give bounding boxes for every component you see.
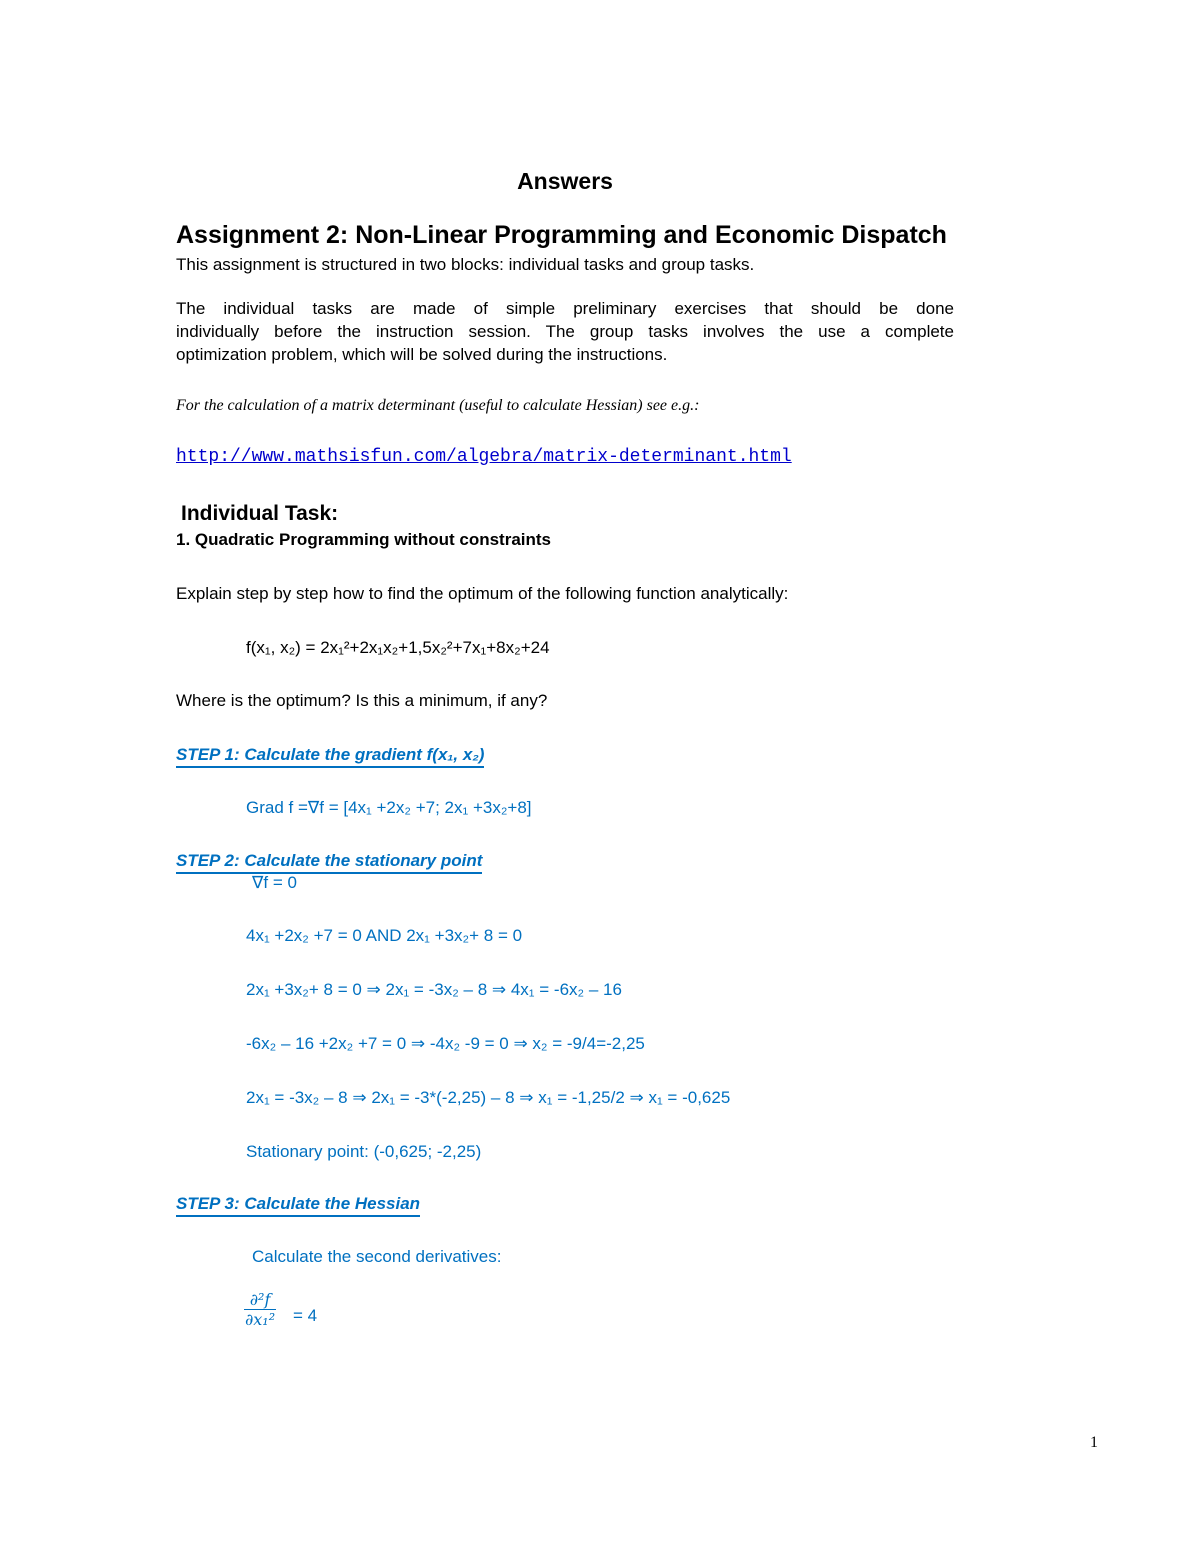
para-line-1: The individual tasks are made of simple preliminary exercises that should be done <box>176 299 954 318</box>
step-1-title: STEP 1: Calculate the gradient f(x₁, x₂) <box>176 744 484 768</box>
step-2-title: STEP 2: Calculate the stationary point <box>176 850 482 874</box>
second-derivative-fraction <box>244 1290 276 1329</box>
second-derivatives-text: Calculate the second derivatives: <box>252 1247 502 1266</box>
assignment-title: Assignment 2: Non-Linear Programming and Economic Dispatch <box>176 221 947 249</box>
step-2-line-3: 2x₁ +3x₂+ 8 = 0 ⇒ 2x₁ = -3x₂ – 8 ⇒ 4x₁ = -6x₂ – 16 <box>246 980 622 999</box>
para-line-3: optimization problem, which will be solved during the instructions. <box>176 345 668 364</box>
task-1-heading: 1. Quadratic Programming without constraints <box>176 530 551 549</box>
step-2-line-4: -6x₂ – 16 +2x₂ +7 = 0 ⇒ -4x₂ -9 = 0 ⇒ x₂ = -9/4=-2,25 <box>246 1034 645 1053</box>
derivative-numerator: ∂²f <box>249 1290 271 1309</box>
step-2-line-2: 4x₁ +2x₂ +7 = 0 AND 2x₁ +3x₂+ 8 = 0 <box>246 926 523 945</box>
gradient-expression: Grad f =∇f = [4x₁ +2x₂ +7; 2x₁ +3x₂+8] <box>246 798 532 817</box>
question-text: Where is the optimum? Is this a minimum, if any? <box>176 691 548 710</box>
individual-task-heading: Individual Task: <box>181 502 339 525</box>
derivative-value: = 4 <box>293 1306 318 1325</box>
step-3-title: STEP 3: Calculate the Hessian <box>176 1193 420 1217</box>
step-2-line-1: ∇f = 0 <box>252 873 297 892</box>
stationary-point: Stationary point: (-0,625; -2,25) <box>246 1142 482 1161</box>
intro-text: This assignment is structured in two blocks: individual tasks and group tasks. <box>176 255 755 274</box>
hessian-note: For the calculation of a matrix determinant (useful to calculate Hessian) see e.g.: <box>176 397 700 414</box>
doc-title: Answers <box>517 168 613 194</box>
function-expression: f(x₁, x₂) = 2x₁²+2x₁x₂+1,5x₂²+7x₁+8x₂+24 <box>246 638 550 657</box>
page-number: 1 <box>1090 1434 1098 1451</box>
matrix-determinant-link[interactable]: http://www.mathsisfun.com/algebra/matrix-determinant.html <box>176 447 792 467</box>
derivative-denominator: ∂x₁² <box>245 1310 276 1329</box>
para-line-2: individually before the instruction session. The group tasks involves the use a complete <box>176 322 954 341</box>
explain-text: Explain step by step how to find the optimum of the following function analytically: <box>176 584 789 603</box>
step-2-line-5: 2x₁ = -3x₂ – 8 ⇒ 2x₁ = -3*(-2,25) – 8 ⇒ x₁ = -1,25/2 ⇒ x₁ = -0,625 <box>246 1088 731 1107</box>
